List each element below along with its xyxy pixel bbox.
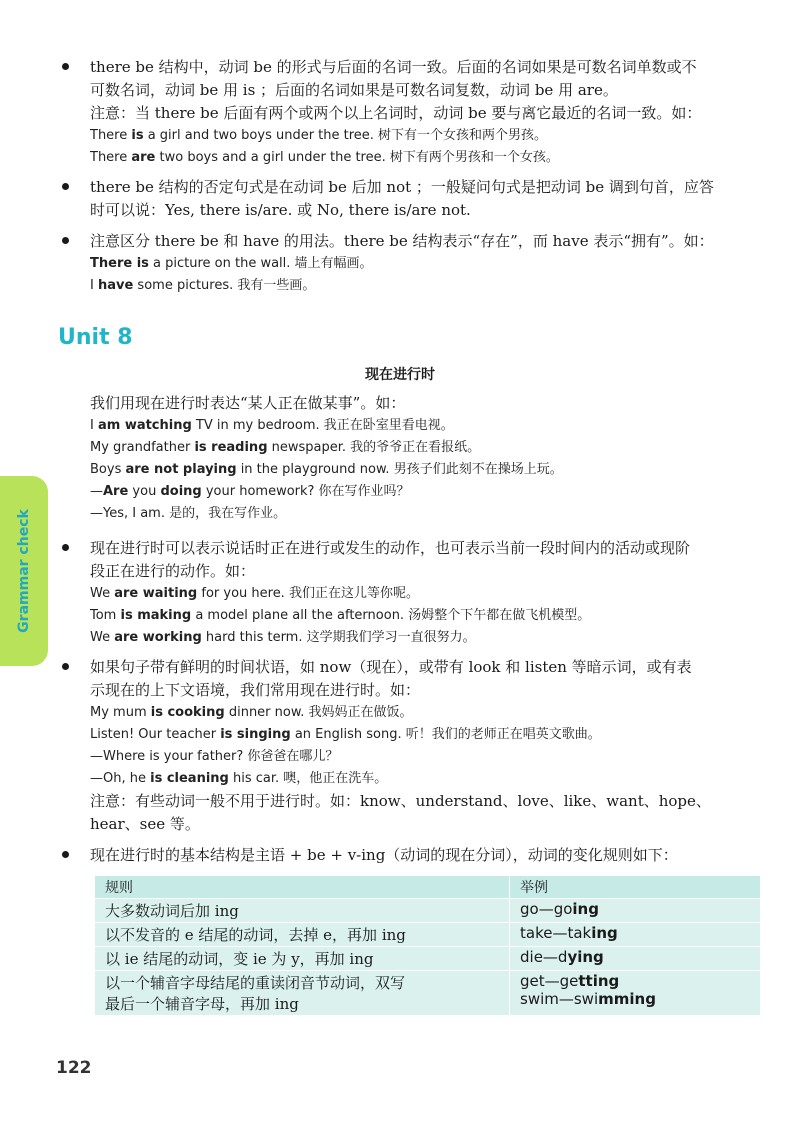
table-row — [95, 971, 760, 1016]
table-row — [95, 899, 760, 923]
example-cell: die—dying — [510, 947, 761, 971]
text-line: 段正在进行的动作。如： — [90, 562, 256, 580]
text-line: 可数名词，动词 be 用 is ；后面的名词如果是可数名词复数，动词 be 用 are。 — [90, 81, 618, 99]
example-sentence: We are working hard this term. 这学期我们学习一直很努力。 — [90, 630, 476, 645]
text-line: 现在进行时可以表示说话时正在进行或发生的动作，也可表示当前一段时间内的活动或现阶 — [90, 539, 691, 557]
there-be-rule-1 — [62, 56, 762, 169]
text-line: 如果句子带有鲜明的时间状语，如 now（现在），或带有 look 和 listen 等暗示词，或有表 — [90, 658, 692, 676]
table-row — [95, 923, 760, 947]
text-line: 示现在的上下文语境，我们常用现在进行时。如： — [90, 681, 421, 699]
example-sentence: There is a picture on the wall. 墙上有幅画。 — [90, 256, 373, 271]
text-line: there be 结构的否定句式是在动词 be 后加 not ；一般疑问句式是把动词 be 调到句首，应答 — [90, 178, 714, 196]
text-line: 时可以说：Yes, there is/are. 或 No, there is/are not. — [90, 201, 471, 219]
there-be-rule-3 — [62, 230, 762, 297]
text-line: 现在进行时的基本结构是主语 + be + v-ing（动词的现在分词），动词的变化规则如下： — [90, 846, 678, 864]
example-sentence: Boys are not playing in the playground now. 男孩子们此刻不在操场上玩。 — [90, 462, 563, 477]
note-line: hear、see 等。 — [90, 815, 200, 833]
example-sentence: My grandfather is reading newspaper. 我的爷爷正在看报纸。 — [90, 440, 481, 455]
example-sentence: My mum is cooking dinner now. 我妈妈正在做饭。 — [90, 705, 413, 720]
text-line: 注意区分 there be 和 have 的用法。there be 结构表示“存在”，而 have 表示“拥有”。如： — [90, 232, 714, 250]
example-sentence: Listen! Our teacher is singing an English song. 听！我们的老师正在唱英文歌曲。 — [90, 727, 601, 742]
rule-cell: 以不发音的 e 结尾的动词，去掉 e，再加 ing — [95, 923, 510, 947]
example-sentence: —Yes, I am. 是的，我在写作业。 — [90, 506, 287, 521]
example-cell: go—going — [510, 899, 761, 923]
example-sentence: —Oh, he is cleaning his car. 噢，他正在洗车。 — [90, 771, 388, 786]
table-row — [95, 947, 760, 971]
rule-cell: 以 ie 结尾的动词，变 ie 为 y，再加 ing — [95, 947, 510, 971]
example-sentence: I have some pictures. 我有一些画。 — [90, 278, 316, 293]
example-cell: take—taking — [510, 923, 761, 947]
column-header-example: 举例 — [510, 876, 761, 899]
bullet-icon — [62, 544, 69, 551]
section-title: 现在进行时 — [365, 367, 435, 383]
example-sentence: There are two boys and a girl under the tree. 树下有两个男孩和一个女孩。 — [90, 150, 559, 165]
side-tab-label: Grammar check — [16, 509, 32, 633]
text-line: there be 结构中，动词 be 的形式与后面的名词一致。后面的名词如果是可数名词单数或不 — [90, 58, 697, 76]
example-sentence: —Are you doing your homework? 你在写作业吗？ — [90, 484, 410, 499]
example-cell: get—getting swim—swimming — [510, 971, 761, 1016]
bullet-icon — [62, 237, 69, 244]
ing-rules-table — [95, 876, 760, 1016]
rule-cell: 大多数动词后加 ing — [95, 899, 510, 923]
progressive-usage-point-1 — [62, 537, 762, 649]
example-sentence: We are waiting for you here. 我们正在这儿等你呢。 — [90, 586, 419, 601]
example-sentence: I am watching TV in my bedroom. 我正在卧室里看电视。 — [90, 418, 454, 433]
bullet-icon — [62, 851, 69, 858]
progressive-usage-point-2 — [62, 656, 762, 836]
unit-title: Unit 8 — [58, 325, 133, 350]
page-number: 122 — [56, 1058, 92, 1078]
bullet-icon — [62, 663, 69, 670]
note-line: 注意：当 there be 后面有两个或两个以上名词时，动词 be 要与离它最近的名词一致。如： — [90, 104, 702, 122]
intro-paragraph — [62, 392, 762, 525]
example-sentence: Tom is making a model plane all the afternoon. 汤姆整个下午都在做飞机模型。 — [90, 608, 591, 623]
example-sentence: There is a girl and two boys under the tree. 树下有一个女孩和两个男孩。 — [90, 128, 548, 143]
bullet-icon — [62, 63, 69, 70]
example-sentence: —Where is your father? 你爸爸在哪儿？ — [90, 749, 339, 764]
text-line: 我们用现在进行时表达“某人正在做某事”。如： — [90, 394, 406, 412]
side-tab — [0, 476, 48, 666]
bullet-icon — [62, 183, 69, 190]
progressive-usage-point-3 — [62, 844, 762, 867]
note-line: 注意：有些动词一般不用于进行时。如：know、understand、love、like、want、hope、 — [90, 792, 711, 810]
column-header-rule: 规则 — [95, 876, 510, 899]
table-header-row — [95, 876, 760, 899]
rule-cell: 以一个辅音字母结尾的重读闭音节动词，双写 最后一个辅音字母，再加 ing — [95, 971, 510, 1016]
there-be-rule-2 — [62, 176, 762, 222]
